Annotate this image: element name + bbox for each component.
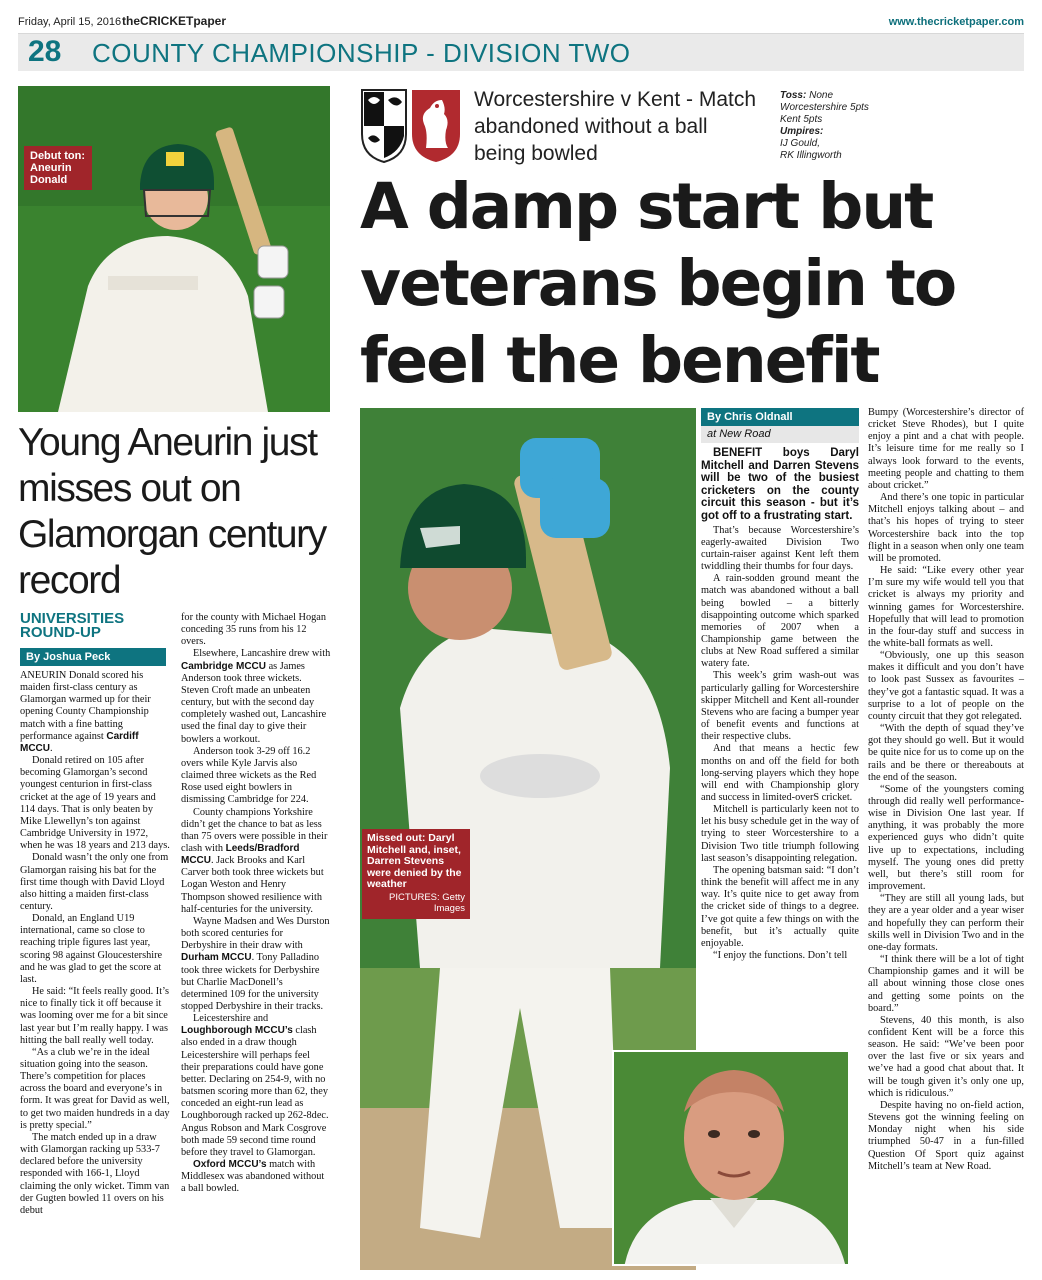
points-worcestershire: Worcestershire 5pts — [780, 102, 869, 113]
umpire-1: IJ Gould, — [780, 138, 821, 149]
paragraph: The match ended up in a draw with Glamorgan racking up 533-7 declared before the university responded with 166-1, Lloyd claiming the only wicket. Timm van der Gugten bowled 11 overs on his debut — [20, 1131, 170, 1216]
paragraph: A rain-sodden ground meant the match was abandoned without a ball being bowled – a bitterly disappointing outcome which sparked memories of 2007 when a Championship game between the clubs at New Road suffered a similar watery fate. — [701, 573, 859, 670]
left-headline: Young Aneurin just misses out on Glamorgan century record — [18, 421, 326, 602]
left-story-column-1 — [20, 670, 170, 1217]
paragraph: “They are still all young lads, but they are a year older and a year wiser and hopefully they can perform their skills well in Division Two and in the one-day formats. — [868, 893, 1024, 953]
paper-logo: theCRICKETpaper — [122, 14, 227, 28]
issue-date: Friday, April 15, 2016 — [18, 16, 122, 28]
byline-chris: By Chris Oldnall — [701, 408, 859, 426]
byline-joshua: By Joshua Peck — [20, 648, 166, 666]
main-story-column-2 — [868, 407, 1024, 1173]
match-details — [780, 90, 1020, 162]
website-link[interactable]: www.thecricketpaper.com — [888, 16, 1024, 28]
paragraph: That’s because Worcestershire’s eagerly-awaited Division Two curtain-raiser against Kent left them twiddling their thumbs for four days. — [701, 524, 859, 573]
main-story-column-1 — [701, 447, 859, 962]
worcestershire-badge-icon — [360, 86, 408, 164]
paragraph: for the county with Michael Hogan conceding 35 runs from his 12 overs. — [181, 612, 326, 648]
bold-name: Oxford MCCU’s — [193, 1159, 267, 1171]
batsman-illustration — [18, 86, 330, 412]
paragraph: “I enjoy the functions. Don’t tell — [713, 950, 848, 962]
toss-label: Toss: — [780, 90, 807, 101]
umpire-2: RK Illingworth — [780, 150, 842, 161]
paragraph: The opening batsman said: “I don’t think the benefit will affect me in any way. It’s quite nice to get away from the cricket side of things to a degree. I’ve got quite a few things on with the benefit, but it’s actually quite enjoyable. — [701, 864, 859, 949]
paragraph: “As a club we’re in the ideal situation going into the season. There’s competition for places across the board and everyone’s in form. It was great for David as well, to get two maiden hundreds in a day is pretty special.” — [20, 1046, 170, 1131]
left-story-column-2 — [181, 612, 331, 1196]
paragraph: “Some of the youngsters coming through did really well performance-wise in Division One last year. If anything, it was probably the more experienced guys who didn’t quite live up to expectations, including myself. The young ones did pretty well, but there’s still room for improvement. — [868, 783, 1024, 893]
paragraph: “Obviously, one up this season makes it difficult and you don’t have to look past Sussex as favourites – they’ve got a fantastic squad. It was a surprise to a lot of people on the county circuit that they got relegated. — [868, 650, 1024, 722]
main-headline: A damp start but veterans begin to feel the benefit — [360, 170, 956, 397]
paragraph: Stevens, 40 this month, is also confident Kent will be a force this season. He said: “We’ve been poor over the last five or six years and we’ve had a good chat about that. It will be tough given it’s only one up, which is ridiculous.” — [868, 1014, 1024, 1099]
paragraph: Bumpy (Worcestershire’s director of cricket Steve Rhodes), but I quite enjoy a pint and a chat with people. It’s leisure time for me really so I always look forward to the events, meeting people and chatting to them about cricket.” — [868, 407, 1024, 491]
paragraph: “With the depth of squad they’ve got they should go well. But it would be quite nice for us to come up on the rails and be there or thereabouts at the end of the season. — [868, 723, 1024, 783]
bold-name: Cambridge MCCU — [181, 660, 267, 672]
kent-badge-icon — [410, 86, 462, 164]
section-header — [18, 33, 1024, 71]
points-kent: Kent 5pts — [780, 114, 823, 125]
bold-name: Cardiff MCCU — [20, 730, 139, 754]
photo-caption-missed — [362, 829, 470, 919]
paragraph: This week’s grim wash-out was particularly galling for Worcestershire skipper Mitchell and Kent all-rounder Stevens who are facing a bumper year of benefit events and functions at their respective clubs. — [701, 670, 859, 743]
bold-name: Loughborough MCCU’s — [181, 1025, 293, 1037]
paragraph: ANEURIN Donald scored his maiden first-class century as Glamorgan warmed up for their opening County Championship match with a fine batting performance against Cardiff MCCU. — [20, 670, 151, 754]
lead-paragraph: BENEFIT boys Daryl Mitchell and Darren Stevens will be two of the busiest cricketers on the county circuit this season - but it’s got off to a frustrating start. — [701, 447, 859, 522]
photo-caption-debut: Debut ton: Aneurin Donald — [24, 146, 92, 190]
photo-credit: PICTURES: Getty Images — [388, 891, 465, 914]
paragraph: Donald retired on 105 after becoming Glamorgan’s second youngest centurion in first-class cricket at the age of 19 years and 114 days. That is only beaten by Mike Llewellyn’s ton against Cambridge University in 1972, when he was 18 years and 213 days. — [20, 755, 170, 852]
caption-missed-text: Missed out: Daryl Mitchell and, inset, Darren Stevens were denied by the weather — [367, 832, 462, 890]
bold-name: Leeds/Bradford MCCU — [181, 842, 300, 867]
paragraph: Donald, an England U19 international, came so close to reaching triple figures last year, scoring 98 against Gloucestershire and he was glad to get the score at last. — [20, 913, 163, 985]
paragraph: County champions Yorkshire didn’t get the chance to bat as less than 75 overs were possible in their clash with Leeds/Bradford MCCU. Jack Brooks and Karl Carver both took three wickets but Logan Weston and Henry Thompson showed resilience with half-centuries for the university. — [181, 806, 328, 915]
location-tag: at New Road — [701, 426, 859, 443]
toss-value: None — [809, 90, 833, 101]
match-title: Worcestershire v Kent - Match abandoned without a ball being bowled — [474, 88, 757, 165]
aneurin-donald-photo — [18, 86, 330, 412]
paragraph: Oxford MCCU’s match with Middlesex was abandoned without a ball bowled. — [181, 1159, 325, 1195]
paragraph: Elsewhere, Lancashire drew with Cambridge MCCU as James Anderson took three wickets. Steven Croft made an unbeaten century, but with the second day completely washed out, Lancashire used the final day to give their bowlers a workout. — [181, 648, 331, 745]
page-number: 28 — [28, 35, 62, 68]
section-title: COUNTY CHAMPIONSHIP - DIVISION TWO — [92, 38, 631, 68]
paragraph: Anderson took 3-29 off 16.2 overs while Kyle Jarvis also claimed three wickets as the Red Rose used eight bowlers in dismissing Cambridge for 224. — [181, 745, 317, 806]
paragraph: Mitchell is particularly keen not to let his busy schedule get in the way of trying to steer Worcestershire to a Division Two title triumph following last season’s disappointing relegation. — [701, 804, 859, 864]
umpires-label: Umpires: — [780, 126, 824, 137]
paragraph: He said: “Like every other year I’m sure my wife would tell you that cricket is always my priority and winning games for Worcestershire. Hopefully that will lead to promotion in the four-day stuff and success in the white-ball formats as well. — [868, 565, 1024, 649]
stevens-portrait-illustration — [614, 1052, 850, 1266]
bold-name: Durham MCCU — [181, 952, 252, 964]
paragraph: Donald wasn’t the only one from Glamorgan raising his bat for the first time though with David Lloyd also hitting a maiden first-class century. — [20, 852, 169, 912]
paragraph: He said: “It feels really good. It’s nice to finally tick it off because it was looming over me for a bit since last year but I’m really happy. I was hitting the ball really well today. — [20, 986, 169, 1046]
paragraph: Leicestershire and Loughborough MCCU’s clash also ended in a draw though Leicestershire will perhaps feel their preparations could have gone better. Declaring on 254-9, with no batsmen scoring more than 62, they conceded an eight-run lead as Loughborough racked up 262-8dec. Angus Robson and Mark Cosgrove both made 59 second time round before they travel to Glamorgan. — [181, 1013, 329, 1158]
paragraph: And that means a hectic few months on and off the field for both long-serving players which they hope will end with Championship glory and success in limited-overS cricket. — [701, 743, 859, 803]
paragraph: And there’s one topic in particular Mitchell enjoys talking about – and that’s his hopes of trying to steer Worcestershire back into the top flight in a season when only one team will be promoted. — [868, 492, 1024, 564]
kicker-universities: UNIVERSITIES ROUND-UP — [20, 610, 125, 641]
top-line — [18, 14, 1024, 30]
paragraph: Despite having no on-field action, Stevens got the winning feeling on Monday night when his side triumphed 50-47 in a fun-filled Question Of Sport quiz against Mitchell’s team at New Road. — [868, 1099, 1024, 1172]
darren-stevens-inset-photo — [612, 1050, 850, 1266]
paragraph: “I think there will be a lot of tight Championship games and it will be all about winning those close ones and getting some points on the board.” — [868, 954, 1024, 1014]
paragraph: Wayne Madsen and Wes Durston both scored centuries for Derbyshire in their draw with Durham MCCU. Tony Palladino took three wickets for Derbyshire but Charlie MacDonell’s determined 109 for the university stopped Derbyshire in their tracks. — [181, 915, 330, 1012]
